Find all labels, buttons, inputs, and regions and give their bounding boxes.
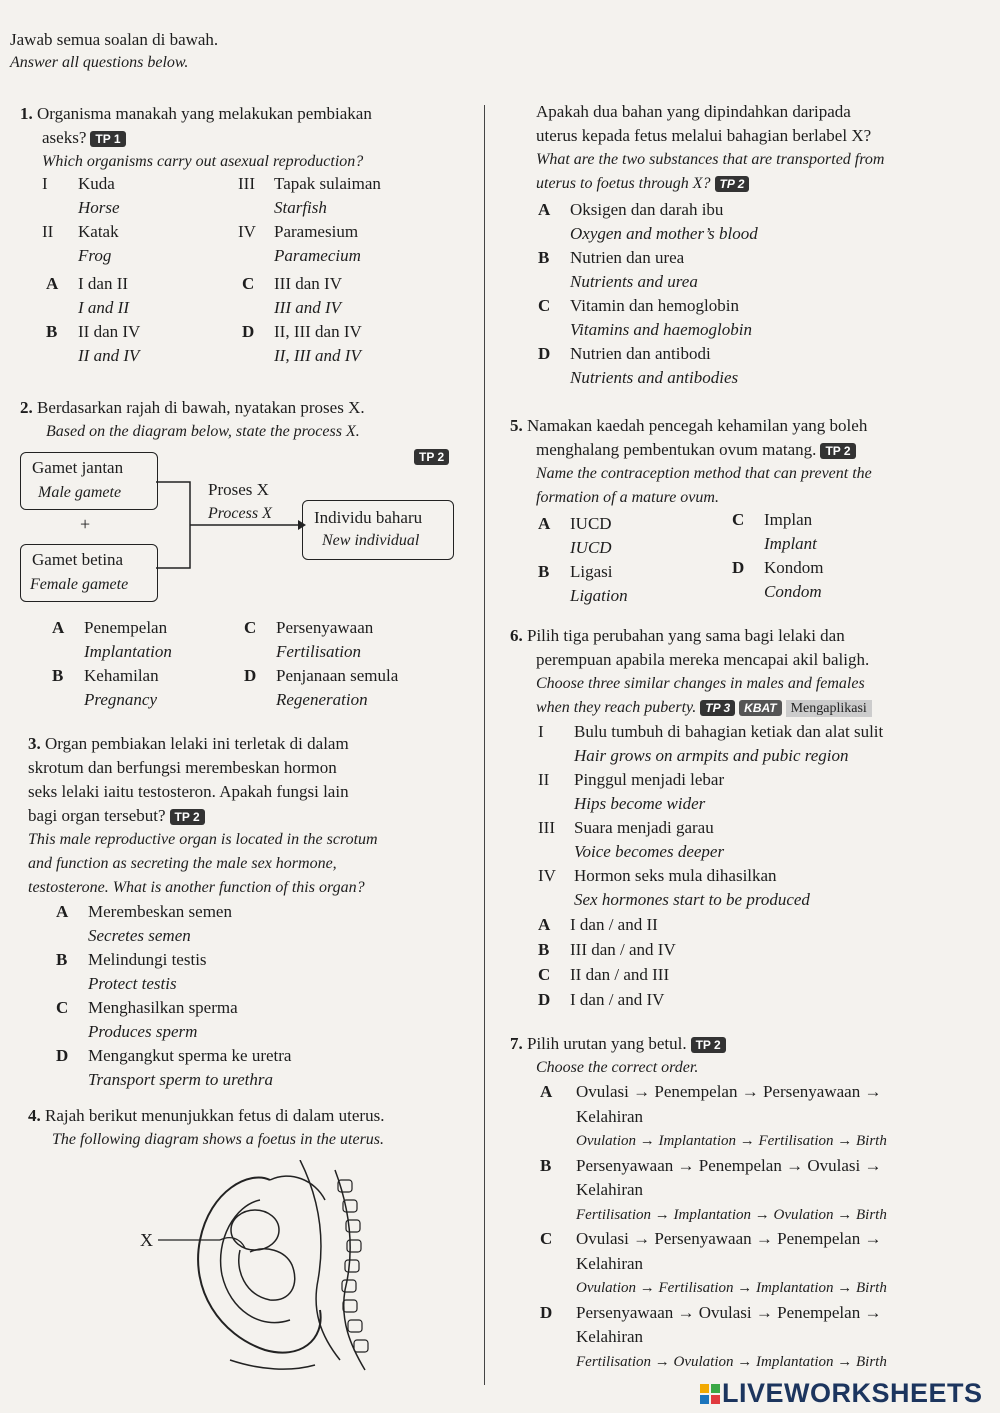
q4-option-b[interactable]: B Nutrien dan urea: [538, 248, 685, 267]
new-individual-label: Individu baharu: [314, 508, 423, 527]
q1-options-right: C III dan IV III and IV D II, III dan IV II, III and IV: [242, 272, 472, 368]
new-individual-label-en: New individual: [322, 532, 420, 549]
tp-badge: TP 2: [820, 443, 855, 459]
label-x: X: [140, 1230, 153, 1250]
tp-badge: TP 2: [170, 809, 205, 825]
question-2: 2. Berdasarkan rajah di bawah, nyatakan proses X. Based on the diagram below, state the process X.: [20, 398, 365, 440]
process-x-label-en: Process X: [208, 505, 272, 522]
q5-option-a[interactable]: A IUCD: [538, 514, 612, 533]
mengaplikasi-badge: Mengaplikasi: [786, 700, 872, 717]
question-4-continued: Apakah dua bahan yang dipindahkan daripada uterus kepada fetus melalui bahagian berlabel X? What are the two substances that are transported from uterus to foetus through X? TP 2: [536, 102, 885, 192]
question-3: 3. Organ pembiakan lelaki ini terletak di dalam skrotum dan berfungsi merembeskan hormon seks lelaki iaitu testosteron. Apakah fungsi lain bagi organ tersebut? TP 2 This male reproductive organ is located in the scrotum and function as secreting the male sex hormone, testosterone. What is another function of this organ?: [28, 734, 378, 896]
q2-option-c[interactable]: C Persenyawaan: [244, 618, 374, 637]
q2-options-right: C Persenyawaan Fertilisation D Penjanaan semula Regeneration: [244, 616, 474, 712]
q5-options-left: A IUCD IUCD B Ligasi Ligation: [538, 512, 738, 608]
q2-option-d[interactable]: D Penjanaan semula: [244, 666, 399, 685]
q6-option-a[interactable]: A I dan / and II: [538, 915, 658, 934]
q7-option-c[interactable]: C Ovulasi → Persenyawaan → Penempelan →: [540, 1229, 882, 1248]
question-6: 6. Pilih tiga perubahan yang sama bagi lelaki dan perempuan apabila mereka mencapai akil baligh. Choose three similar changes in males and females when they reach puberty. TP 3 KBAT Mengaplikasi: [510, 624, 960, 720]
q5-option-d[interactable]: D Kondom: [732, 558, 824, 577]
tp-badge: TP 2: [414, 449, 449, 465]
column-divider: [484, 105, 485, 1385]
q1-option-c[interactable]: C III dan IV: [242, 274, 342, 293]
q7-option-d[interactable]: D Persenyawaan → Ovulasi → Penempelan →: [540, 1302, 882, 1322]
q6-option-d[interactable]: D I dan / and IV: [538, 990, 665, 1009]
tp-badge: TP 2: [691, 1037, 726, 1053]
kbat-badge: KBAT: [739, 700, 781, 716]
q7-option-a[interactable]: A Ovulasi → Penempelan → Persenyawaan →: [540, 1082, 882, 1101]
question-4: 4. Rajah berikut menunjukkan fetus di dalam uterus. The following diagram shows a foetus in the uterus.: [28, 1106, 385, 1148]
question-5: 5. Namakan kaedah pencegah kehamilan yang boleh menghalang pembentukan ovum matang. TP 2 Name the contraception method that can prevent the formation of a mature ovum.: [510, 416, 872, 506]
tp-badge: TP 2: [715, 176, 750, 192]
instruction-ms: Jawab semua soalan di bawah.: [10, 30, 219, 49]
q3-option-a[interactable]: A Merembeskan semen: [56, 902, 232, 921]
q7-options: A Ovulasi → Penempelan → Persenyawaan → Kelahiran Ovulation → Implantation → Fertilisation → Birth B Persenyawaan → Penempelan → Ovulasi → Kelahiran Fertilisation → Implantation → Ovulation → Birth C Ovulasi → Persenyawaan → Penempelan → Kelahiran Ovulation → Fertilisation → Implantation → Birth D Persenyawaan → Ovulasi → Penempelan → Kelahiran Fertilisation → Ovulation → Implantation → Birth: [540, 1080, 970, 1374]
q6-option-b[interactable]: B III dan / and IV: [538, 940, 676, 959]
q7-option-b[interactable]: B Persenyawaan → Penempelan → Ovulasi →: [540, 1155, 882, 1175]
male-gamete-label-en: Male gamete: [38, 484, 122, 501]
liveworksheets-watermark: LIVEWORKSHEETS: [700, 1378, 983, 1409]
q3-options: A Merembeskan semen Secretes semen B Melindungi testis Protect testis C Menghasilkan sperma Produces sperm D Mengangkut sperma ke uretra Transport sperm to urethra: [56, 900, 466, 1092]
q4-option-d[interactable]: D Nutrien dan antibodi: [538, 344, 711, 363]
q5-option-b[interactable]: B Ligasi: [538, 562, 613, 581]
tp-badge: TP 1: [90, 131, 125, 147]
process-x-label: Proses X: [208, 480, 269, 499]
q6-option-c[interactable]: C II dan / and III: [538, 965, 670, 984]
question-7: 7. Pilih urutan yang betul. TP 2 Choose the correct order.: [510, 1032, 960, 1080]
q3-option-d[interactable]: D Mengangkut sperma ke uretra: [56, 1046, 292, 1065]
male-gamete-label: Gamet jantan: [32, 458, 124, 477]
q3-option-c[interactable]: C Menghasilkan sperma: [56, 998, 238, 1017]
q2-options-left: A Penempelan Implantation B Kehamilan Pregnancy: [52, 616, 242, 712]
female-gamete-label-en: Female gamete: [30, 576, 129, 593]
tp-badge: TP 3: [700, 700, 735, 716]
q6-items: I Bulu tumbuh di bahagian ketiak dan alat sulit Hair grows on armpits and pubic region II Pinggul menjadi lebar Hips become wider III Suara menjadi garau Voice becomes deeper IV Hormon seks mula dihasilkan Sex hormones start to be produced: [538, 722, 884, 909]
liveworksheets-logo-icon: [700, 1384, 720, 1404]
instruction-en: Answer all questions below.: [10, 54, 189, 71]
q1-items-right: III Tapak sulaiman Starfish IV Paramesium Paramecium: [238, 174, 381, 265]
q5-options-right: C Implan Implant D Kondom Condom: [732, 508, 952, 604]
q3-option-b[interactable]: B Melindungi testis: [56, 950, 207, 969]
q2-option-b[interactable]: B Kehamilan: [52, 666, 159, 685]
q4-option-c[interactable]: C Vitamin dan hemoglobin: [538, 296, 739, 315]
q1-option-d[interactable]: D II, III dan IV: [242, 322, 362, 341]
q6-options: [538, 912, 838, 1012]
question-1: 1. Organisma manakah yang melakukan pembiakan aseks? TP 1 Which organisms carry out asexual reproduction?: [20, 104, 372, 170]
q1-option-b[interactable]: B II dan IV: [46, 322, 141, 341]
q1-options-left: A I dan II I and II B II dan IV II and IV: [46, 272, 246, 368]
female-gamete-label: Gamet betina: [32, 550, 124, 569]
q5-option-c[interactable]: C Implan: [732, 510, 813, 529]
plus-sign: +: [80, 514, 91, 534]
foetus-uterus-diagram: [150, 1160, 420, 1380]
q4-option-a[interactable]: A Oksigen dan darah ibu: [538, 200, 724, 219]
q2-option-a[interactable]: A Penempelan: [52, 618, 168, 637]
q4-options: A Oksigen dan darah ibu Oxygen and mother’s blood B Nutrien dan urea Nutrients and urea C Vitamin dan hemoglobin Vitamins and haemoglobin D Nutrien dan antibodi Nutrients and antibodies: [538, 198, 958, 390]
q1-option-a[interactable]: A I dan II: [46, 274, 129, 293]
q1-items-left: I Kuda Horse II Katak Frog: [42, 174, 120, 265]
